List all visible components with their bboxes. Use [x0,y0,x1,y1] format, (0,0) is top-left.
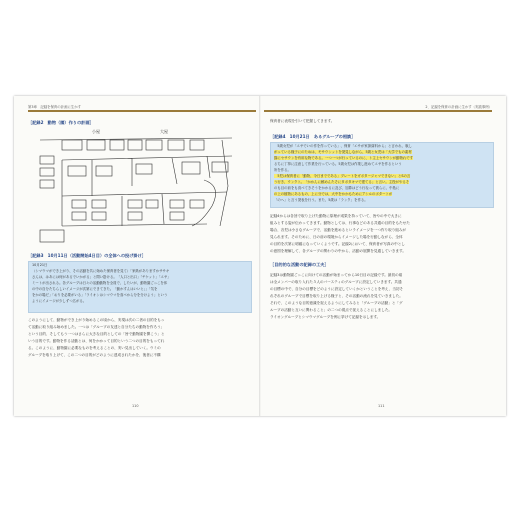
record4-line-6 [274,180,490,186]
right-body2-line-1: は全メンバーの取り入れた５人のバースティのグループに設定していきます。共通 [270,280,402,284]
record2-caption: ［記録2 動物（園）作りの計画］ [28,120,94,125]
record4-line-2 [274,156,490,162]
left-header-rule [28,110,256,112]
left-body-line-0: このようにして、動物ができ上がり始めるこの頃から、実現は次の二者の目的をもっ [28,318,165,322]
left-page [14,96,260,416]
right-page-number: 111 [378,404,385,408]
sketch-label-large: 大屋 [160,129,168,134]
record3-line-3: ミートが出される。各グループは日々の活動動物を全員で、したいが、動物園ごっこを体 [32,281,168,285]
right-body1-line-3: 見られます。そのために、日の前の環境からイメージした場を行動しながら、全体 [270,235,403,239]
right-body2-line-3: れぞれのグループで目標を取り上げる様子と、その活動の流れを見ていきました。 [270,294,403,298]
left-running-head: 第3章 記録を保育の計画に生かす [28,105,82,109]
right-page [260,96,506,416]
record3-line-6: ようにイメージが少しずつ広がる。 [32,299,87,303]
right-body1-line-2: 場合、各児は小さなグループで、活動を進めるといライメージを一つ作り取り組みが [270,228,407,232]
right-body2-line-5: ループの活動と互いに関わること」の二つの視点で捉えることにしました。 [270,308,393,312]
left-body-line-2: という目的、そしてもう一つはさらに大きな目的としての「皆で動物園を開こう」と [28,332,165,336]
left-page-number: 110 [132,404,139,408]
record3-line-5: をかの場だ」「おりを必要がいる」「ライオンはシマウマを食べから分を分けよう」という [32,293,168,297]
record4-line-0: 5歳女児が「エサでいの作を作っている」、保育「エサが家探資料から」と言われ、駄し [274,144,412,148]
right-body1-line-4: の目的を次第に明確になっていくようです。記録2において、保育者が写真の中とし [270,242,405,246]
record3-line-1: （シマウマができ上がり、その活動を共に始めた保育者を見て）「家紙がありますかササキ [32,269,170,273]
right-header-rule [264,110,492,112]
right-body1-line-0: 記録4からは各回で取り上げた動物に原理が成果を持っていて、皆やの中で大きに [270,214,402,218]
record4-line-1-highlight: がっている様子にのためは、モサウンットを発見しながら、5歳と女児は「大学でもの素材 [274,150,412,154]
right-body2-line-4: それで、このような目的意識を捉えるようにしてみると「グループの活動」と「グ [270,301,403,305]
right-body2-line-0: 記録3は動物園ごっこに向けての活動が始まってから10日目の記録です。最初の頃 [270,273,403,277]
record4-line-3: るちに丁寧に注意して作業を行っている。5歳女児は作業し進めてエサを作るという [274,162,402,166]
record4-line-4: 所を作る。 [274,168,291,172]
record3-line-2: さんは、はあには何があるでいかがる」と問い掛ける。「人口と出口」「チケット」「エサ」 [32,275,171,279]
left-body-line-4: る。このように、動物園に必要なものを考えることの、実い見出していく。ウミの [28,346,161,350]
left-body-line-3: いう目的です。動物を作る活動とは、何をかかって目的という二つの目的をもってれ [28,339,165,343]
record4-line-1 [274,150,490,156]
record4-line-8-highlight: の上の植物にあるもの、上に分では、大中をかかもためにアシルのボタートが [274,192,393,196]
right-body2-line-2: の目標の中で、自分の目標をどのように設定していくかということを考え、当初そ [270,287,404,291]
record4-line-2-highlight: 猫にセサウンを有用な物である。一つ一つが行っているのに、ト主上セサウンが動物れです [274,156,414,160]
record3-caption: ［記録3 10月11日（活動開始4日目）の全体への投げ掛け］ [28,253,146,258]
record4-line-8 [274,192,490,198]
sketch-label-small: 小屋 [92,129,100,134]
left-body-line-1: て活動に取り組み始めました。一つは「グループの友達と自分たちの動物を作ろう」 [28,325,165,329]
right-intro-line: 保育者に表現を引いて把握してきます。 [270,119,335,123]
record5-caption: ［目的的な活動の記録の工夫］ [270,262,329,267]
right-body1-line-1: 組みとする姿が伝わってきます。動物としては、行事などのある共通の目的をもたせた [270,221,410,225]
right-body1-line-5: の意図を理解して、各グループの関わりの中から、活動の展開を見通していきます。 [270,249,406,253]
record3-line-4: の中の自分たちらしいイメージが次第にできてきた。「動かすんはいいと」」「気を [32,287,158,291]
animal-park-sketch [32,126,244,248]
record4-caption: ［記録4 10月21日 あるグループの相談］ [270,134,356,139]
record4-line-5-highlight: 5児は保育者に「動物、今日までである」プレートをガボタージャマできない」とSの言 [274,174,411,178]
record3-line-0: 10月21日 [32,263,48,267]
record4-line-7: のも目の前をも食べてきそうをかかるに及び、加算はどう行なって彼らに、中島に [274,186,400,190]
left-body-line-5: グループを取り上げて、この二つの目的がどのように達成されたかを、後者に不構 [28,353,161,357]
right-body2-line-6: ライオングループとシマウマグループを例に挙げて記録を示します。 [270,315,381,319]
record4-line-9: 「のへ」と言う発表を行う。また、5歳は「ランク」を作る。 [274,198,368,202]
record4-line-6-highlight: う行き、ウンクト。「かかんに頼めんたそにタボタキマで建てる」と言い。主役がやるそ [274,180,410,184]
book-spread [14,96,506,416]
right-running-head: 2．記録を保育の計画に生かす（実践事例） [425,105,492,109]
record4-line-5 [274,174,490,180]
